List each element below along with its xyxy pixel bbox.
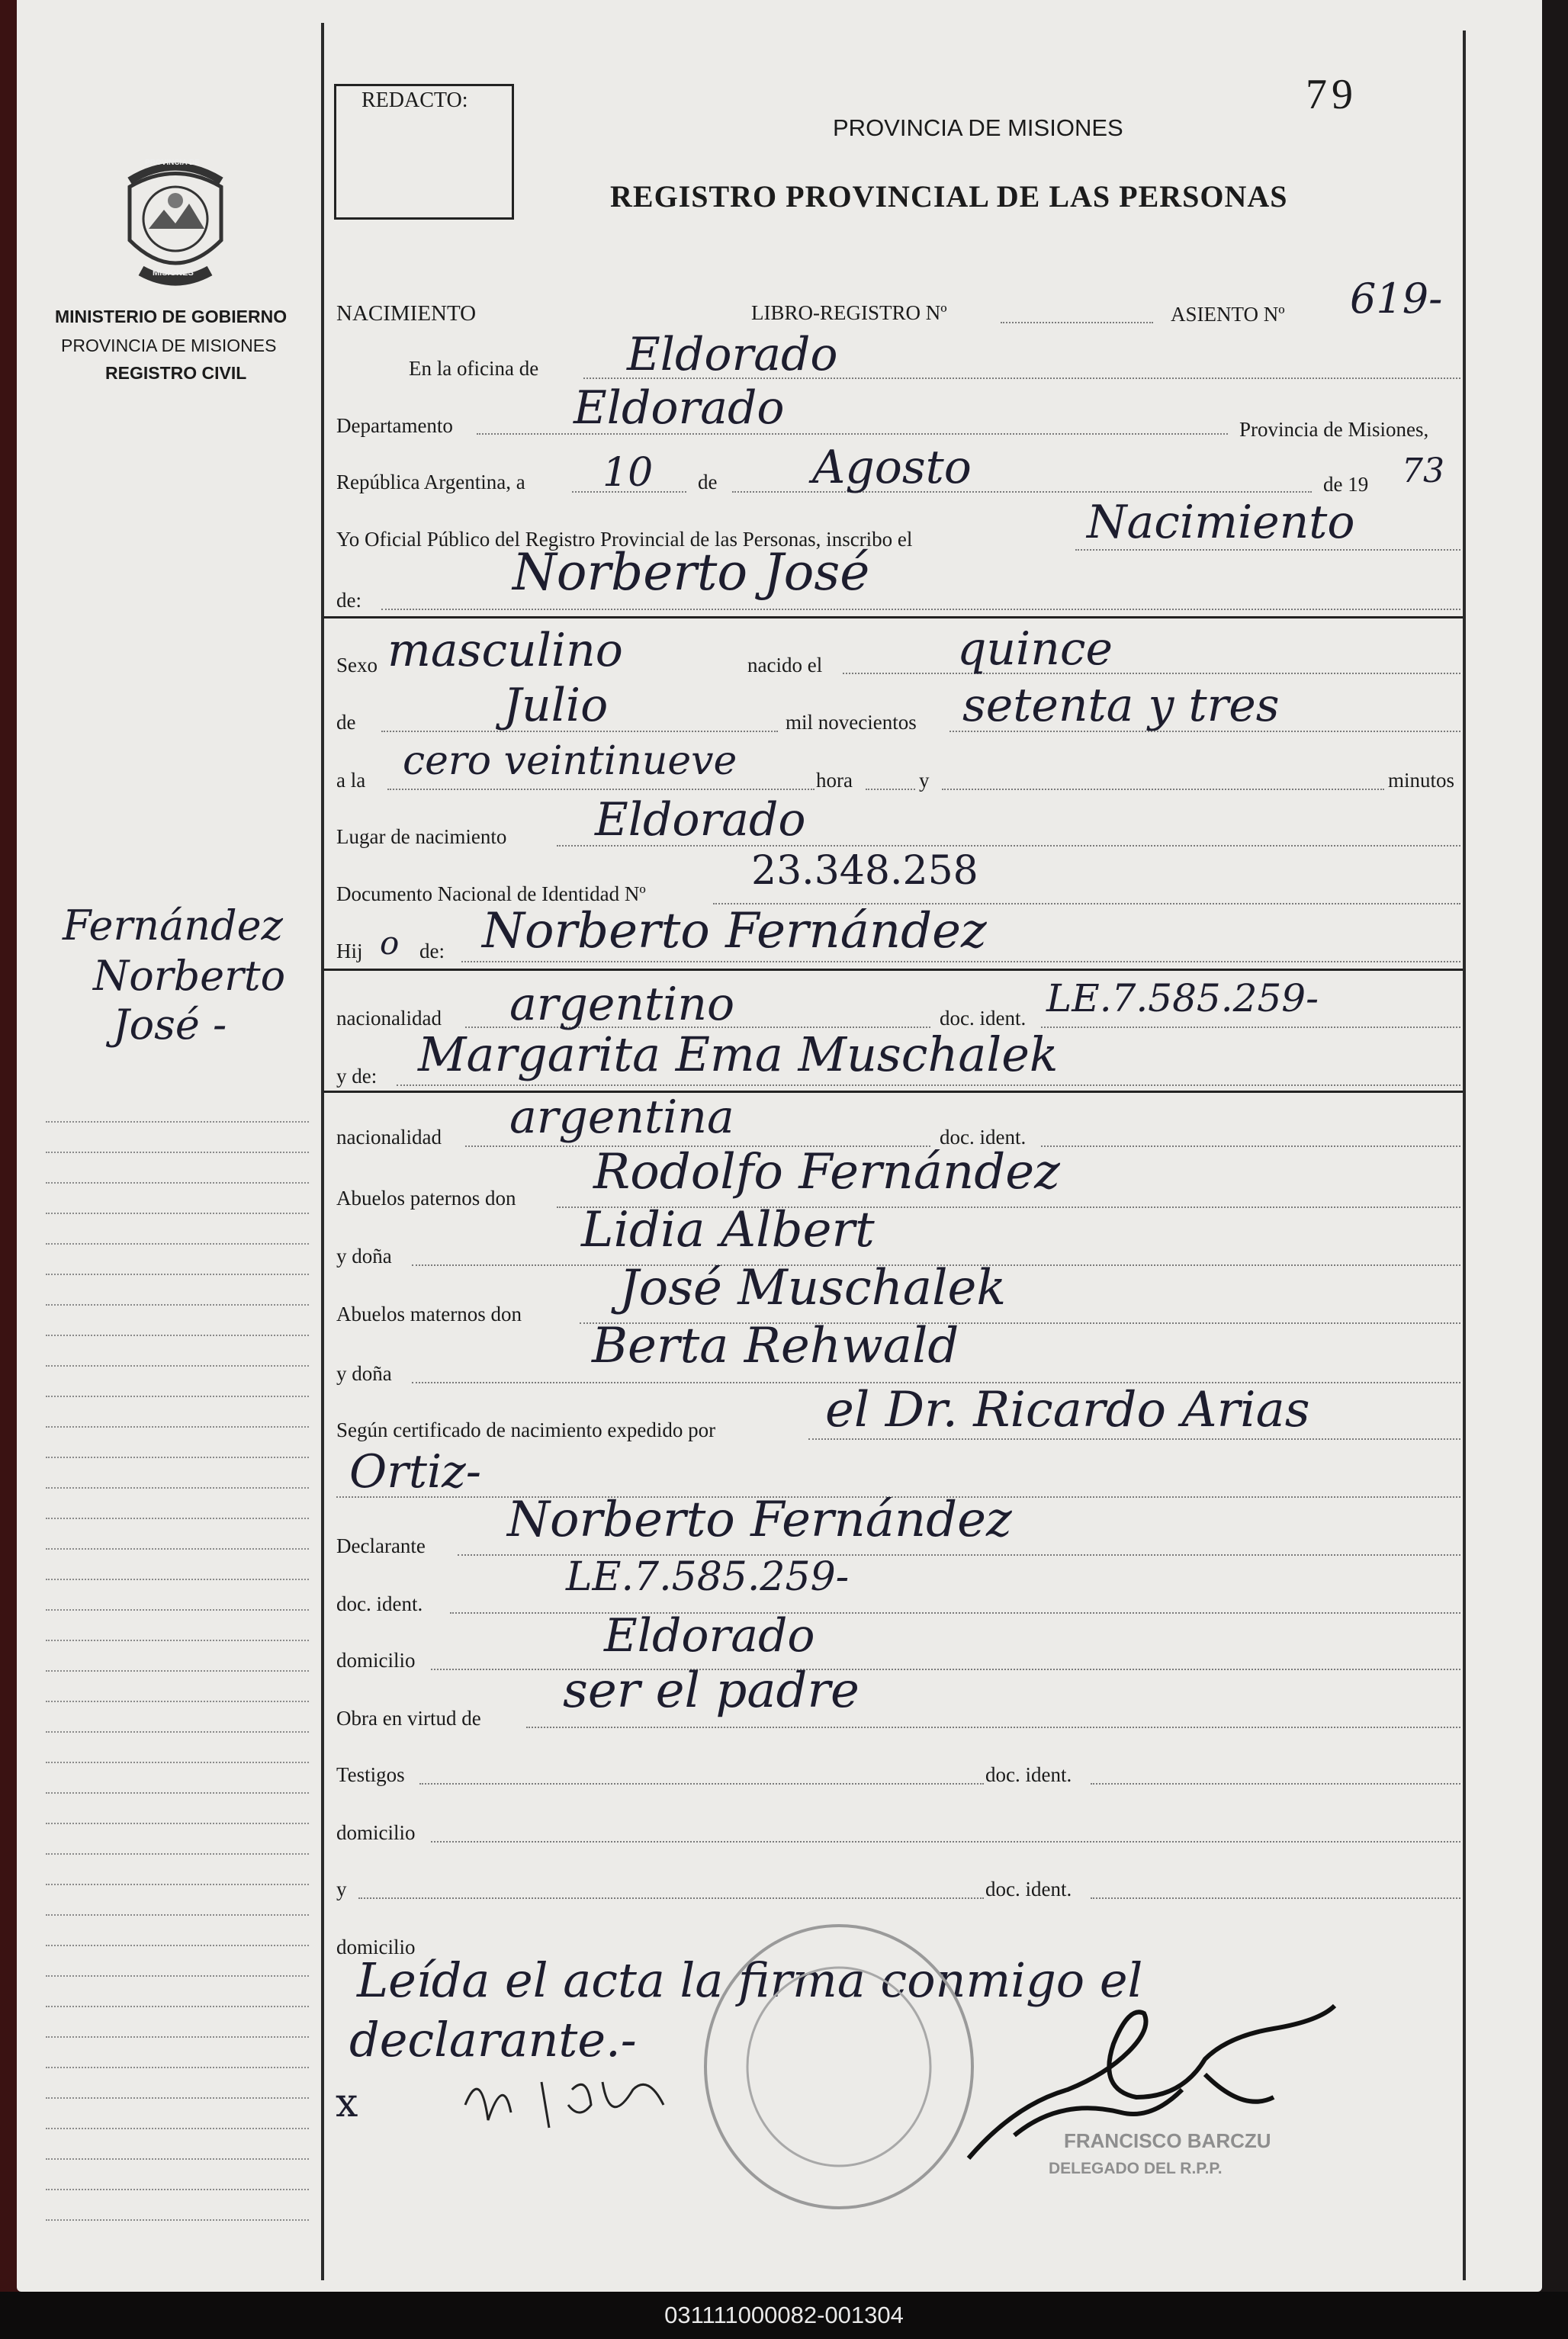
- madre-value: Margarita Ema Muschalek: [418, 1027, 1059, 1082]
- province-heading: PROVINCIA DE MISIONES: [833, 114, 1123, 141]
- testigos-doc-label: doc. ident.: [985, 1763, 1072, 1786]
- margin-line: [46, 1792, 309, 1794]
- hijo-label: Hij: [336, 940, 363, 962]
- margin-note-name: Norberto: [93, 952, 286, 1000]
- de-19-label: de 19: [1323, 473, 1369, 496]
- minutos-field: [942, 789, 1384, 790]
- padre-rule: [323, 969, 1463, 971]
- madre-y-de-label: y de:: [336, 1065, 378, 1088]
- padre-doc-ident-label: doc. ident.: [940, 1007, 1027, 1030]
- margin-line: [46, 1548, 309, 1550]
- declarante-signature: [458, 2059, 732, 2143]
- margin-line: [46, 2189, 309, 2190]
- oficina-value: Eldorado: [627, 328, 838, 381]
- margin-line: [46, 1731, 309, 1733]
- de-label-1: de: [698, 471, 718, 493]
- margin-line: [46, 2067, 309, 2068]
- republica-label: República Argentina, a: [336, 471, 525, 493]
- closing-note-line1: Leída el acta la firma conmigo el: [357, 1952, 1143, 2008]
- abuelos-maternos-label: Abuelos maternos don: [336, 1303, 522, 1325]
- madre-field: [397, 1084, 1460, 1086]
- obra-field: [526, 1727, 1460, 1728]
- testigo2-field: [358, 1897, 984, 1899]
- padre-doc-field: [1041, 1027, 1460, 1028]
- margin-line: [46, 1579, 309, 1580]
- nacido-anio-value: setenta y tres: [962, 679, 1280, 732]
- nacido-dia-value: quince: [957, 622, 1113, 676]
- margin-line: [46, 1609, 309, 1611]
- abuela-materna-label: y doña: [336, 1362, 392, 1385]
- margin-line: [46, 1762, 309, 1763]
- margin-line: [46, 1152, 309, 1153]
- madre-doc-ident-label: doc. ident.: [940, 1126, 1027, 1149]
- name-rule: [323, 616, 1463, 618]
- margin-line: [46, 2097, 309, 2099]
- nacimiento-label: NACIMIENTO: [336, 301, 477, 326]
- official-stamp-title: DELEGADO DEL R.P.P.: [1049, 2160, 1223, 2177]
- madre-nacionalidad-label: nacionalidad: [336, 1126, 442, 1149]
- lugar-value: Eldorado: [595, 793, 806, 847]
- padre-doc-value: LE.7.585.259-: [1046, 976, 1319, 1020]
- hora-field: [387, 789, 815, 790]
- declarante-doc-label: doc. ident.: [336, 1592, 423, 1615]
- oficina-label: En la oficina de: [409, 357, 539, 380]
- segun-field: [808, 1438, 1460, 1440]
- margin-line: [46, 1365, 309, 1367]
- seal-text-top: PROVINCIA DE: [145, 159, 200, 167]
- departamento-label: Departamento: [336, 414, 453, 437]
- declarante-value: Norberto Fernández: [507, 1492, 1012, 1548]
- nacido-mes-value: Julio: [503, 679, 609, 732]
- margin-line: [46, 1274, 309, 1275]
- madre-nacionalidad-value: argentina: [509, 1091, 734, 1144]
- hijo-suffix-value: o: [380, 924, 400, 962]
- padre-value: Norberto Fernández: [482, 903, 987, 959]
- margin-line: [46, 1426, 309, 1428]
- margin-line: [46, 1121, 309, 1123]
- lugar-label: Lugar de nacimiento: [336, 825, 507, 848]
- margin-line: [46, 1914, 309, 1916]
- margin-line: [46, 1182, 309, 1184]
- declarante-label: Declarante: [336, 1534, 426, 1557]
- domicilio-label-2: domicilio: [336, 1821, 416, 1844]
- margin-line: [46, 2219, 309, 2221]
- abuela-materna-value: Berta Rehwald: [592, 1318, 959, 1374]
- margin-line: [46, 1975, 309, 1977]
- redacto-label: REDACTO:: [361, 88, 468, 112]
- minutos-label: minutos: [1388, 769, 1455, 792]
- abuela-paterna-label: y doña: [336, 1245, 392, 1267]
- testigo2-doc-field: [1091, 1897, 1460, 1899]
- obra-value: ser el padre: [563, 1663, 860, 1719]
- segun-certificado-label: Según certificado de nacimiento expedido por: [336, 1419, 716, 1441]
- anio-value: 73: [1402, 451, 1444, 490]
- declarante-doc-value: LE.7.585.259-: [566, 1554, 850, 1600]
- libro-registro-field: [1001, 322, 1153, 323]
- closing-note-line2: declarante.-: [349, 2012, 637, 2068]
- side-province-label: PROVINCIA DE MISIONES: [61, 336, 277, 355]
- margin-line: [46, 1945, 309, 1946]
- margin-line: [46, 1457, 309, 1458]
- abuelos-paternos-label: Abuelos paternos don: [336, 1187, 516, 1210]
- dia-value: 10: [602, 450, 654, 496]
- departamento-value: Eldorado: [574, 381, 785, 435]
- margin-line: [46, 1304, 309, 1306]
- mes-value: Agosto: [812, 441, 972, 494]
- sexo-value: masculino: [387, 624, 623, 677]
- civil-registry-label: REGISTRO CIVIL: [105, 363, 247, 383]
- archive-id: 031111000082-001304: [664, 2302, 904, 2328]
- page-number: 79: [1306, 71, 1358, 118]
- madre-doc-field: [1041, 1145, 1460, 1147]
- nombre-field: [381, 609, 1460, 610]
- margin-line: [46, 1518, 309, 1519]
- inscribo-field: [1075, 549, 1460, 551]
- dni-label: Documento Nacional de Identidad Nº: [336, 882, 646, 905]
- testigo2-doc-label: doc. ident.: [985, 1878, 1072, 1900]
- archive-footer: [0, 2292, 1568, 2339]
- registry-title: REGISTRO PROVINCIAL DE LAS PERSONAS: [610, 179, 1288, 214]
- obra-label: Obra en virtud de: [336, 1707, 481, 1730]
- margin-line: [46, 2036, 309, 2038]
- margin-line: [46, 1243, 309, 1245]
- nacido-de-label: de: [336, 711, 356, 734]
- mil-novecientos-label: mil novecientos: [786, 711, 917, 734]
- left-column-rule: [321, 23, 324, 2280]
- province-seal-icon: [114, 156, 236, 286]
- provincia-label: Provincia de Misiones,: [1239, 418, 1429, 441]
- a-la-label: a la: [336, 769, 366, 792]
- seal-text-bottom: MISIONES: [153, 268, 194, 278]
- declarante-doc-field: [450, 1612, 1460, 1614]
- margin-line: [46, 1640, 309, 1641]
- nombre-de-label: de:: [336, 589, 361, 612]
- madre-rule: [323, 1091, 1463, 1093]
- margin-line: [46, 2006, 309, 2007]
- dni-value: 23.348.258: [751, 848, 978, 894]
- abuela-paterna-value: Lidia Albert: [581, 1202, 875, 1258]
- nombre-value: Norberto José: [512, 543, 870, 602]
- testigos-doc-field: [1091, 1783, 1460, 1785]
- segun-cont-value: Ortiz-: [349, 1445, 482, 1499]
- libro-registro-label: LIBRO-REGISTRO Nº: [751, 301, 947, 324]
- segun-value: el Dr. Ricardo Arias: [825, 1382, 1310, 1438]
- margin-line: [46, 1823, 309, 1824]
- padre-nacionalidad-label: nacionalidad: [336, 1007, 442, 1030]
- sexo-label: Sexo: [336, 654, 378, 676]
- testigos-label: Testigos: [336, 1763, 405, 1786]
- registry-round-stamp: [694, 1914, 984, 2219]
- hora-label: hora: [816, 769, 853, 792]
- asiento-value: 619-: [1350, 275, 1443, 323]
- domicilio-value: Eldorado: [604, 1609, 815, 1663]
- margin-line: [46, 2128, 309, 2129]
- padre-field: [461, 961, 1460, 962]
- x-mark: x: [336, 2080, 358, 2126]
- padre-nacionalidad-value: argentino: [509, 978, 735, 1031]
- margin-line: [46, 2158, 309, 2160]
- hora-value: cero veintinueve: [403, 738, 737, 784]
- margin-line: [46, 1853, 309, 1855]
- margin-line: [46, 1335, 309, 1336]
- abuelo-materno-value: José Muschalek: [619, 1260, 1007, 1316]
- domicilio-label-3: domicilio: [336, 1936, 416, 1958]
- margin-line: [46, 1701, 309, 1702]
- inscribo-value: Nacimiento: [1087, 496, 1355, 549]
- margin-note-name2: José -: [113, 1001, 227, 1049]
- hora-mid-field: [866, 789, 915, 790]
- y-label-2: y: [336, 1878, 347, 1900]
- yo-oficial-label: Yo Oficial Público del Registro Provincial de las Personas, inscribo el: [336, 528, 913, 551]
- margin-line: [46, 1487, 309, 1489]
- nacido-field: [843, 673, 1460, 674]
- testigos-field: [419, 1783, 984, 1785]
- margin-line: [46, 1213, 309, 1214]
- margin-line: [46, 1396, 309, 1397]
- official-stamp-name: FRANCISCO BARCZU: [1064, 2129, 1271, 2152]
- right-column-rule: [1463, 31, 1466, 2280]
- ministry-label: MINISTERIO DE GOBIERNO: [55, 307, 288, 326]
- asiento-label: ASIENTO Nº: [1171, 303, 1285, 326]
- domicilio-label-1: domicilio: [336, 1649, 416, 1672]
- nacido-label: nacido el: [747, 654, 823, 676]
- margin-line: [46, 1884, 309, 1885]
- domicilio-field-2: [431, 1841, 1460, 1843]
- margin-note-surname: Fernández: [63, 901, 284, 949]
- hijo-de-label: de:: [419, 940, 445, 962]
- margin-line: [46, 1670, 309, 1672]
- y-label-1: y: [919, 769, 930, 792]
- abuelo-paterno-value: Rodolfo Fernández: [593, 1144, 1060, 1200]
